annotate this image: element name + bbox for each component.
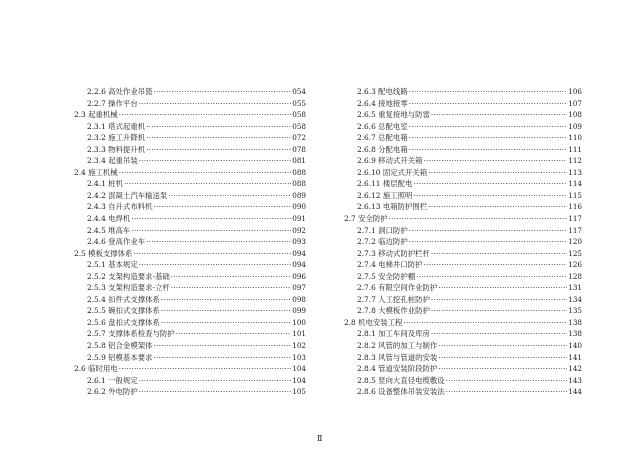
toc-entry-title: 2.3.1 塔式起重机 [87,121,146,131]
toc-entry-page: 058 [292,110,306,120]
toc-subsection-entry[interactable] [74,144,306,156]
toc-entry-page: 100 [292,317,306,327]
toc-dot-leader [139,98,292,110]
toc-entry-title: 2.4.1 桩机 [87,179,123,189]
toc-entry-page: 094 [292,260,306,270]
toc-dot-leader [438,282,567,294]
toc-entry-title: 2.8.1 加工车间及库房 [357,329,430,339]
toc-subsection-entry[interactable] [74,178,306,190]
toc-entry-title: 2.4.2 混凝土汽车输送泵 [87,190,168,200]
toc-entry-page: 092 [292,225,306,235]
toc-entry-page: 125 [568,248,582,258]
toc-entry-title: 2.7.1 洞口防护 [357,225,408,235]
toc-entry-page: 105 [292,387,306,397]
toc-entry-page: 120 [568,237,582,247]
toc-entry-title: 2.4 施工机械 [74,167,118,177]
toc-dot-leader [438,352,567,364]
toc-subsection-entry[interactable] [344,98,582,110]
toc-dot-leader [428,167,567,179]
toc-dot-leader [146,121,291,133]
toc-subsection-entry[interactable] [344,375,582,387]
toc-right-column [344,86,582,398]
toc-entry-title: 2.6.8 分配电箱 [357,144,408,154]
toc-dot-leader [154,86,292,98]
toc-entry-page: 131 [568,283,582,293]
toc-entry-page: 102 [292,341,306,351]
toc-subsection-entry[interactable] [74,190,306,202]
toc-dot-leader [409,86,568,98]
toc-entry-page: 107 [568,98,582,108]
toc-entry-page: 088 [292,167,306,177]
toc-entry-title: 2.5.6 盘扣式支撑体系 [87,317,160,327]
toc-entry-title: 2.2.7 操作平台 [87,98,138,108]
toc-subsection-entry[interactable] [344,132,582,144]
toc-entry-page: 111 [568,144,582,154]
toc-entry-page: 134 [568,294,582,304]
toc-entry-title: 2.8 机电安装工程 [344,317,403,327]
toc-subsection-entry[interactable] [344,121,582,133]
toc-entry-title: 2.5.8 铝合金模架体 [87,341,153,351]
toc-entry-page: 091 [292,214,306,224]
toc-dot-leader [139,155,292,167]
toc-subsection-entry[interactable] [344,236,582,248]
toc-subsection-entry[interactable] [344,271,582,283]
toc-dot-leader [413,190,567,202]
toc-entry-page: 142 [568,364,582,374]
toc-entry-title: 2.7.5 安全防护棚 [357,271,416,281]
toc-subsection-entry[interactable] [344,363,582,375]
toc-subsection-entry[interactable] [344,386,582,398]
toc-subsection-entry[interactable] [74,282,306,294]
toc-dot-leader [409,225,568,237]
toc-subsection-entry[interactable] [344,328,582,340]
toc-subsection-entry[interactable] [344,248,582,260]
toc-entry-title: 2.3.2 施工升降机 [87,133,146,143]
toc-subsection-entry[interactable] [74,155,306,167]
toc-entry-title: 2.7 安全防护 [344,214,388,224]
toc-subsection-entry[interactable] [74,121,306,133]
toc-entry-title: 2.5.5 碗扣式支撑体系 [87,306,160,316]
toc-dot-leader [124,178,291,190]
toc-dot-leader [133,248,291,260]
toc-subsection-entry[interactable] [74,86,306,98]
toc-entry-page: 116 [568,202,582,212]
toc-entry-page: 072 [292,133,306,143]
toc-dot-leader [139,259,292,271]
page-number: Ⅱ [317,434,323,443]
toc-entry-title: 2.4.3 自升式布料机 [87,202,153,212]
toc-entry-title: 2.7.4 电梯井口防护 [357,260,423,270]
toc-dot-leader [409,121,568,133]
toc-subsection-entry[interactable] [74,259,306,271]
toc-entry-title: 2.7.7 人工挖孔桩防护 [357,294,430,304]
toc-subsection-entry[interactable] [344,190,582,202]
toc-entry-page: 093 [292,237,306,247]
toc-entry-title: 2.3.3 物料提升机 [87,144,146,154]
toc-entry-page: 058 [292,121,306,131]
toc-dot-leader [119,363,292,375]
toc-entry-page: 094 [292,248,306,258]
toc-entry-title: 2.5.2 支架构造要求-基础 [87,271,170,281]
toc-entry-title: 2.6.1 一般规定 [87,375,138,385]
toc-section-entry[interactable] [74,167,306,179]
toc-section-entry[interactable] [74,363,306,375]
toc-entry-page: 138 [568,329,582,339]
toc-entry-title: 2.6.10 固定式开关箱 [357,167,428,177]
toc-dot-leader [131,213,291,225]
toc-dot-leader [119,167,292,179]
toc-subsection-entry[interactable] [74,352,306,364]
toc-dot-leader [413,178,567,190]
toc-dot-leader [176,328,292,340]
toc-entry-page: 128 [568,271,582,281]
toc-subsection-entry[interactable] [74,328,306,340]
toc-entry-title: 2.6.12 施工照明 [357,190,413,200]
toc-subsection-entry[interactable] [74,340,306,352]
toc-entry-page: 108 [568,110,582,120]
toc-entry-title: 2.7.3 移动式防护栏杆 [357,248,430,258]
toc-entry-page: 135 [568,306,582,316]
toc-entry-page: 098 [292,294,306,304]
toc-dot-leader [146,144,291,156]
toc-entry-title: 2.3.4 起重吊装 [87,156,138,166]
toc-entry-title: 2.2.6 高处作业吊篮 [87,87,153,96]
toc-entry-title: 2.7.8 大模板作业防护 [357,306,430,316]
toc-entry-title: 2.8.3 风管与管道的安装 [357,352,438,362]
toc-entry-page: 143 [568,375,582,385]
toc-entry-page: 126 [568,260,582,270]
toc-entry-title: 2.4.4 电焊机 [87,214,131,224]
toc-entry-title: 2.6.6 总配电室 [357,121,408,131]
toc-subsection-entry[interactable] [74,271,306,283]
toc-entry-page: 054 [292,87,306,96]
toc-subsection-entry[interactable] [344,86,582,98]
toc-entry-page: 106 [568,87,582,96]
toc-subsection-entry[interactable] [344,282,582,294]
toc-dot-leader [446,386,568,398]
toc-left-column [74,86,306,398]
toc-dot-leader [424,259,568,271]
toc-subsection-entry[interactable] [74,294,306,306]
toc-dot-leader [168,190,291,202]
toc-entry-title: 2.4.5 堆高车 [87,225,131,235]
toc-dot-leader [171,271,292,283]
toc-entry-page: 078 [292,144,306,154]
toc-dot-leader [146,236,291,248]
toc-subsection-entry[interactable] [344,178,582,190]
toc-dot-leader [424,155,568,167]
toc-dot-leader [431,328,567,340]
toc-section-entry[interactable] [74,248,306,260]
toc-dot-leader [154,201,292,213]
toc-subsection-entry[interactable] [74,236,306,248]
toc-section-entry[interactable] [344,317,582,329]
toc-entry-title: 2.6.7 总配电箱 [357,133,408,143]
toc-entry-page: 110 [568,133,582,143]
toc-entry-title: 2.4.6 登高作业车 [87,237,146,247]
toc-dot-leader [431,294,567,306]
toc-entry-title: 2.7.2 临边防护 [357,237,408,247]
toc-dot-leader [438,340,567,352]
toc-dot-leader [409,144,568,156]
toc-entry-title: 2.5.4 扣件式支撑体系 [87,294,160,304]
toc-entry-title: 2.5.1 基本规定 [87,260,138,270]
toc-entry-title: 2.8.2 风管的加工与制作 [357,341,438,351]
toc-entry-page: 138 [568,317,582,327]
toc-dot-leader [431,109,567,121]
toc-section-entry[interactable] [74,109,306,121]
toc-entry-title: 2.6.2 外电防护 [87,387,138,397]
toc-subsection-entry[interactable] [344,340,582,352]
toc-entry-title: 2.6.11 楼层配电 [357,179,413,189]
toc-subsection-entry[interactable] [344,259,582,271]
toc-subsection-entry[interactable] [344,294,582,306]
toc-entry-title: 2.6.5 重复接地与防雷 [357,110,430,120]
toc-dot-leader [431,248,567,260]
toc-dot-leader [431,305,567,317]
toc-entry-title: 2.5.7 支撑体系检查与防护 [87,329,175,339]
toc-subsection-entry[interactable] [344,225,582,237]
toc-entry-title: 2.8.5 竖向大直径电缆敷设 [357,375,445,385]
toc-entry-title: 2.7.6 有限空间作业防护 [357,283,438,293]
toc-entry-page: 113 [568,167,582,177]
toc-dot-leader [139,375,292,387]
toc-dot-leader [171,282,292,294]
toc-subsection-entry[interactable] [344,109,582,121]
toc-dot-leader [403,317,567,329]
toc-entry-page: 090 [292,202,306,212]
toc-entry-page: 104 [292,364,306,374]
toc-subsection-entry[interactable] [344,305,582,317]
toc-entry-page: 089 [292,190,306,200]
toc-dot-leader [146,132,291,144]
toc-entry-title: 2.5.3 支架构造要求-立杆 [87,283,170,293]
toc-entry-page: 141 [568,352,582,362]
toc-subsection-entry[interactable] [74,132,306,144]
toc-subsection-entry[interactable] [74,386,306,398]
toc-entry-page: 103 [292,352,306,362]
toc-entry-page: 055 [292,98,306,108]
toc-dot-leader [154,352,292,364]
toc-subsection-entry[interactable] [74,213,306,225]
toc-entry-page: 140 [568,341,582,351]
toc-dot-leader [389,213,568,225]
toc-subsection-entry[interactable] [344,167,582,179]
toc-subsection-entry[interactable] [74,317,306,329]
toc-entry-page: 115 [568,190,582,200]
toc-entry-page: 088 [292,179,306,189]
toc-entry-page: 109 [568,121,582,131]
toc-dot-leader [161,305,291,317]
toc-section-entry[interactable] [344,213,582,225]
toc-dot-leader [416,271,567,283]
toc-entry-page: 114 [568,179,582,189]
toc-entry-page: 096 [292,271,306,281]
toc-entry-page: 112 [568,156,582,166]
toc-entry-page: 117 [568,214,582,224]
toc-entry-title: 2.8.4 管道安装阶段防护 [357,364,438,374]
toc-subsection-entry[interactable] [344,352,582,364]
toc-dot-leader [446,375,568,387]
toc-dot-leader [131,225,291,237]
toc-subsection-entry[interactable] [344,155,582,167]
toc-subsection-entry[interactable] [74,201,306,213]
toc-entry-title: 2.6.3 配电线路 [357,87,408,96]
toc-dot-leader [119,109,292,121]
toc-dot-leader [409,98,568,110]
toc-subsection-entry[interactable] [344,201,582,213]
toc-dot-leader [139,386,292,398]
toc-entry-page: 099 [292,306,306,316]
toc-subsection-entry[interactable] [344,144,582,156]
toc-subsection-entry[interactable] [74,305,306,317]
toc-dot-leader [409,236,568,248]
toc-entry-title: 2.5 模板支撑体系 [74,248,133,258]
toc-dot-leader [428,201,567,213]
toc-subsection-entry[interactable] [74,225,306,237]
toc-dot-leader [154,340,292,352]
toc-entry-title: 2.8.6 设备整体吊装安装法 [357,387,445,397]
toc-entry-title: 2.6.4 接地接零 [357,98,408,108]
toc-subsection-entry[interactable] [74,375,306,387]
toc-entry-title: 2.5.9 铝模基本要求 [87,352,153,362]
toc-dot-leader [438,363,567,375]
toc-dot-leader [161,317,291,329]
toc-subsection-entry[interactable] [74,98,306,110]
toc-entry-page: 144 [568,387,582,397]
toc-entry-title: 2.6.9 移动式开关箱 [357,156,423,166]
toc-entry-page: 081 [292,156,306,166]
toc-entry-page: 101 [292,329,306,339]
toc-entry-title: 2.6.13 电箱防护围栏 [357,202,428,212]
toc-dot-leader [409,132,568,144]
toc-entry-page: 117 [568,225,582,235]
toc-entry-title: 2.6 临时用电 [74,364,118,374]
toc-dot-leader [161,294,291,306]
toc-entry-page: 097 [292,283,306,293]
toc-entry-title: 2.3 起重机械 [74,110,118,120]
toc-entry-page: 104 [292,375,306,385]
